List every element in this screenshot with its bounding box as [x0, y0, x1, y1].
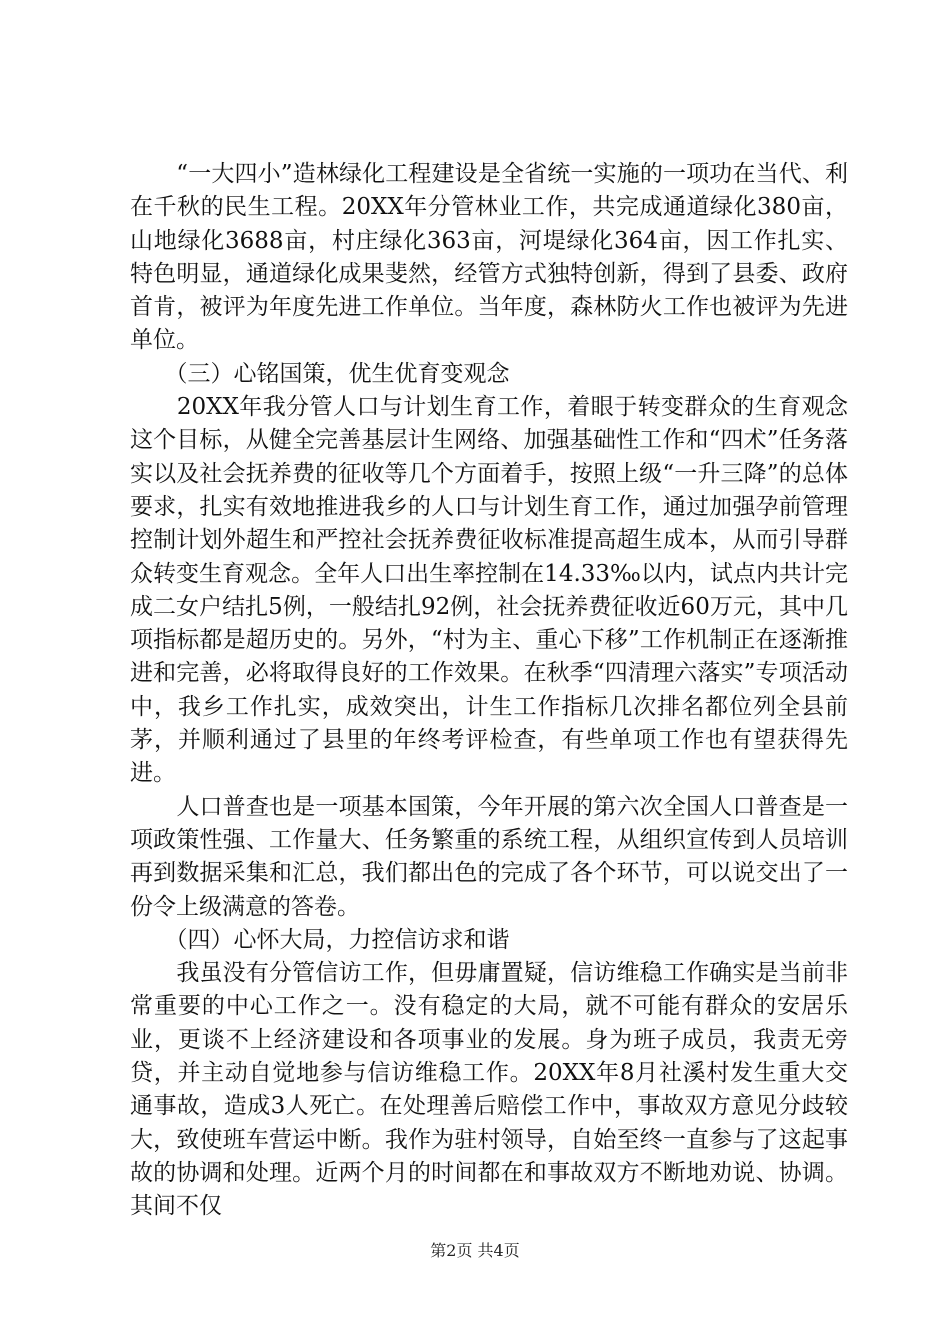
- paragraph-afforestation: “一大四小”造林绿化工程建设是全省统一实施的一项功在当代、利在千秋的民生工程。20XX年分管林业工作，共完成通道绿化380亩，山地绿化3688亩，村庄绿化363亩，河堤绿化364亩，因工作扎实、特色明显，通道绿化成果斐然，经管方式独特创新，得到了县委、政府首肯，被评为年度先进工作单位。当年度，森林防火工作也被评为先进单位。: [130, 161, 848, 354]
- paragraph-census: 人口普查也是一项基本国策，今年开展的第六次全国人口普查是一项政策性强、工作量大、任务繁重的系统工程，从组织宣传到人员培训再到数据采集和汇总，我们都出色的完成了各个环节，可以说交出了一份令上级满意的答卷。: [130, 793, 848, 920]
- document-body: [130, 158, 848, 1224]
- section-heading-three: （三）心铭国策，优生优育变观念: [130, 360, 510, 387]
- paragraph-family-planning: 20XX年我分管人口与计划生育工作，着眼于转变群众的生育观念这个目标，从健全完善基层计生网络、加强基础性工作和“四术”任务落实以及社会抚养费的征收等几个方面着手，按照上级“一升三降”的总体要求，扎实有效地推进我乡的人口与计划生育工作，通过加强孕前管理控制计划外超生和严控社会抚养费征收标准提高超生成本，从而引导群众转变生育观念。全年人口出生率控制在14.33‰以内，试点内共计完成二女户结扎5例，一般结扎92例，社会抚养费征收近60万元，其中几项指标都是超历史的。另外，“村为主、重心下移”工作机制正在逐渐推进和完善，必将取得良好的工作效果。在秋季“四清理六落实”专项活动中，我乡工作扎实，成效突出，计生工作指标几次排名都位列全县前茅，并顺利通过了县里的年终考评检查，有些单项工作也有望获得先进。: [130, 394, 848, 787]
- section-heading-four: （四）心怀大局，力控信访求和谐: [130, 926, 510, 953]
- page-footer: 第2页 共4页: [430, 1241, 520, 1260]
- paragraph-petition-stability: 我虽没有分管信访工作，但毋庸置疑，信访维稳工作确实是当前非常重要的中心工作之一。没有稳定的大局，就不可能有群众的安居乐业，更谈不上经济建设和各项事业的发展。身为班子成员，我责无旁贷，并主动自觉地参与信访维稳工作。20XX年8月社溪村发生重大交通事故，造成3人死亡。在处理善后赔偿工作中，事故双方意见分歧较大，致使班车营运中断。我作为驻村领导，自始至终一直参与了这起事故的协调和处理。近两个月的时间都在和事故双方不断地劝说、协调。其间不仅: [130, 960, 848, 1220]
